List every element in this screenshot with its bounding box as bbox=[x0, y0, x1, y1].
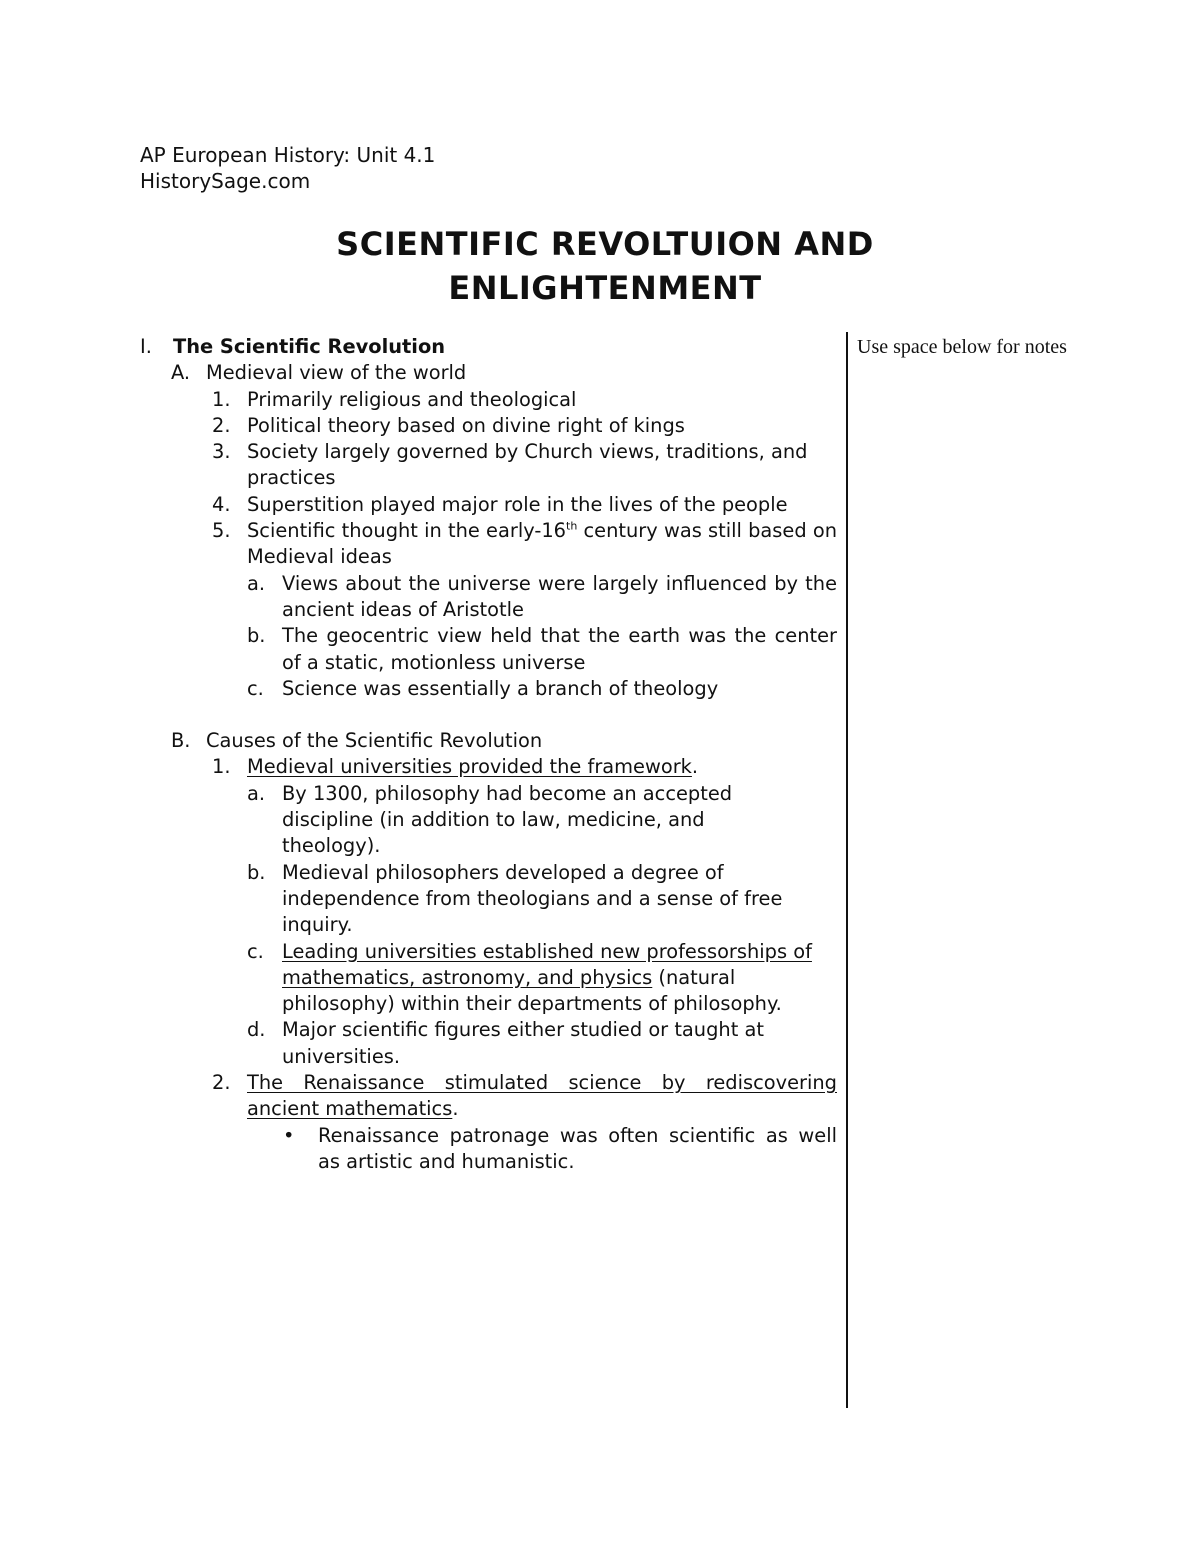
underlined-text: Leading universities established new professorships of mathematics, astronomy, and physics bbox=[282, 939, 812, 989]
notes-column-label: Use space below for notes bbox=[857, 336, 1067, 358]
outline-marker: a. bbox=[247, 781, 266, 805]
spacer bbox=[0, 702, 846, 728]
outline-text: Medieval philosophers developed a degree of independence from theologians and a sense of free inquiry. bbox=[282, 860, 783, 937]
outline-marker: B. bbox=[171, 729, 191, 753]
section-marker: I. bbox=[140, 335, 152, 358]
outline-marker: A. bbox=[171, 361, 191, 385]
sub-item bbox=[0, 571, 846, 624]
sub-item bbox=[0, 1017, 846, 1070]
outline-marker: d. bbox=[247, 1018, 266, 1042]
list-item bbox=[0, 1070, 846, 1123]
text-part: . bbox=[691, 755, 699, 779]
outline-text: Science was essentially a branch of theology bbox=[282, 676, 719, 700]
outline-marker: 3. bbox=[212, 440, 231, 464]
text-part: (natural philosophy) within their departments of philosophy. bbox=[282, 965, 782, 1016]
list-item bbox=[0, 518, 846, 571]
outline-text: Political theory based on divine right of kings bbox=[247, 413, 685, 437]
outline-text bbox=[247, 754, 846, 780]
outline-text bbox=[247, 518, 837, 571]
outline-text: Primarily religious and theological bbox=[247, 387, 577, 411]
outline-text: Superstition played major role in the lives of the people bbox=[247, 492, 788, 516]
outline-marker: 4. bbox=[212, 492, 231, 516]
outline-marker: 2. bbox=[212, 1071, 231, 1095]
list-item bbox=[0, 492, 846, 518]
superscript: th bbox=[566, 519, 578, 533]
bullet-item bbox=[0, 1123, 846, 1176]
title-line-1: SCIENTIFIC REVOLTUION AND bbox=[336, 225, 874, 263]
outline-text: Causes of the Scientific Revolution bbox=[206, 729, 543, 753]
sub-item bbox=[0, 939, 846, 1018]
subsection-a-heading bbox=[0, 360, 846, 386]
outline-text: By 1300, philosophy had become an accepted discipline (in addition to law, medicine, and theology). bbox=[282, 781, 733, 858]
outline-text: Major scientific figures either studied or taught at universities. bbox=[282, 1018, 764, 1068]
text-part: Scientific thought in the early-16 bbox=[247, 519, 567, 543]
site-label: HistorySage.com bbox=[140, 169, 311, 193]
underlined-text: The Renaissance stimulated science by rediscovering ancient mathematics bbox=[247, 1071, 837, 1121]
list-item bbox=[0, 754, 846, 780]
outline-text: Medieval view of the world bbox=[206, 361, 467, 385]
outline-marker: 5. bbox=[212, 519, 231, 543]
outline-marker: 2. bbox=[212, 413, 231, 437]
sub-item bbox=[0, 860, 846, 939]
document-header bbox=[140, 142, 435, 194]
outline-text: Society largely governed by Church views, traditions, and practices bbox=[247, 440, 808, 490]
text-part: century was still based on Medieval ideas bbox=[247, 519, 837, 569]
text-part: . bbox=[452, 1097, 459, 1121]
outline-marker: c. bbox=[247, 676, 264, 700]
list-item bbox=[0, 439, 846, 492]
outline-text: The geocentric view held that the earth was the center of a static, motionless universe bbox=[282, 624, 837, 674]
sub-item bbox=[0, 781, 846, 860]
course-label: AP European History: Unit 4.1 bbox=[140, 143, 436, 167]
outline-marker: c. bbox=[247, 939, 264, 963]
column-divider bbox=[846, 332, 848, 1408]
list-item bbox=[0, 387, 846, 413]
outline-text bbox=[247, 1070, 837, 1123]
outline-marker: b. bbox=[247, 860, 266, 884]
bullet-icon: • bbox=[283, 1123, 295, 1147]
outline bbox=[0, 334, 846, 1175]
underlined-text: Medieval universities provided the framework bbox=[247, 755, 692, 779]
outline-marker: b. bbox=[247, 624, 266, 648]
subsection-b-heading bbox=[0, 728, 846, 754]
outline-text: Renaissance patronage was often scientific as well as artistic and humanistic. bbox=[318, 1123, 837, 1173]
section-title: The Scientific Revolution bbox=[173, 335, 446, 358]
page-title bbox=[200, 222, 1010, 310]
outline-marker: a. bbox=[247, 571, 266, 595]
outline-marker: 1. bbox=[212, 387, 231, 411]
sub-item bbox=[0, 676, 846, 702]
outline-text bbox=[282, 939, 812, 1018]
outline-text: Views about the universe were largely influenced by the ancient ideas of Aristotle bbox=[282, 571, 837, 621]
title-line-2: ENLIGHTENMENT bbox=[448, 269, 762, 307]
sub-item bbox=[0, 623, 846, 676]
outline-marker: 1. bbox=[212, 755, 231, 779]
section-heading bbox=[0, 334, 846, 360]
list-item bbox=[0, 413, 846, 439]
